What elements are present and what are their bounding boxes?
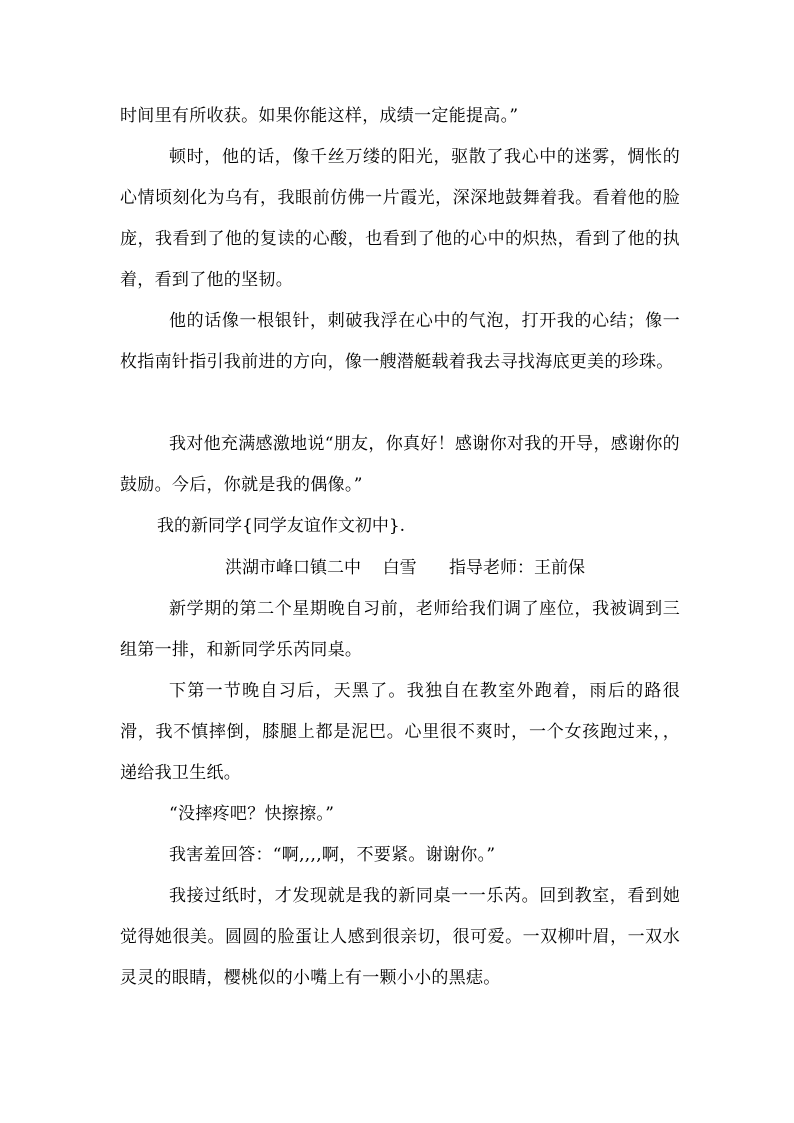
paragraph-description: 我接过纸时，才发现就是我的新同桌一一乐芮。回到教室，看到她觉得她很美。圆圆的脸蛋让人感到很亲切，很可爱。一双柳叶眉，一双水灵灵的眼睛，樱桃似的小嘴上有一颗小小的黑痣。	[120, 886, 680, 988]
article-byline: 洪湖市峰口镇二中 白雪 指导老师：王前保	[225, 558, 586, 578]
paragraph-gratitude: 我对他充满感激地说“朋友，你真好！感谢你对我的开导，感谢你的鼓励。今后，你就是我的偶像。”	[120, 434, 680, 495]
paragraph-dialogue-question: “没摔疼吧？快擦擦。”	[169, 804, 335, 824]
article-title: 我的新同学{同学友谊作文初中}.	[157, 516, 406, 536]
paragraph-dialogue-answer: 我害羞回答：“啊,,,,啊，不要紧。谢谢你。”	[169, 845, 496, 865]
paragraph-encouragement: 顿时，他的话，像千丝万缕的阳光，驱散了我心中的迷雾，惆怅的心情顷刻化为乌有，我眼前仿佛一片霞光，深深地鼓舞着我。看着他的脸庞，我看到了他的复读的心酸，也看到了他的心中的炽热，看到了他的执着，看到了他的坚韧。	[120, 147, 680, 290]
paragraph-silver-needle: 他的话像一根银针，刺破我浮在心中的气泡，打开我的心结；像一枚指南针指引我前进的方向，像一艘潜艇载着我去寻找海底更美的珍珠。	[120, 311, 680, 372]
paragraph-continuation: 时间里有所收获。如果你能这样，成绩一定能提高。”	[120, 106, 519, 126]
paragraph-fall: 下第一节晚自习后，天黑了。我独自在教室外跑着，雨后的路很滑，我不慎摔倒，膝腿上都是泥巴。心里很不爽时，一个女孩跑过来，，递给我卫生纸。	[120, 681, 680, 783]
paragraph-seat-change: 新学期的第二个星期晚自习前，老师给我们调了座位，我被调到三组第一排，和新同学乐芮同桌。	[120, 599, 680, 660]
